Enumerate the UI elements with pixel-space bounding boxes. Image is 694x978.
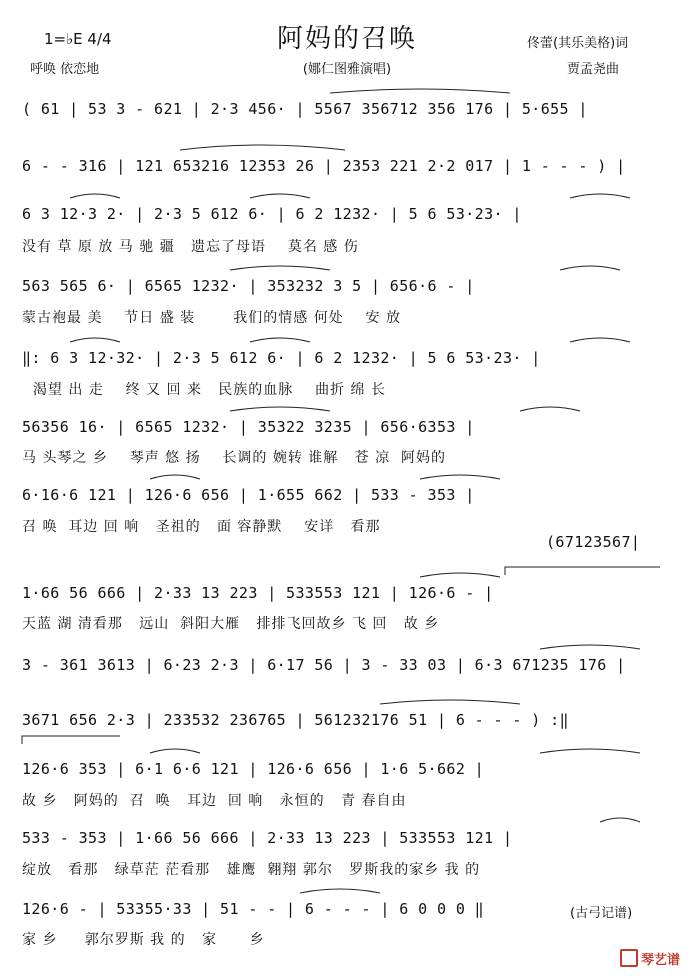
slur [420, 573, 500, 577]
score-line-13-notes: 126·6 - | 53355·33 | 51 - - | 6 - - - | 6 0 0 0 ‖ [22, 900, 485, 918]
score-line-13-lyrics: 家 乡 郭尔罗斯 我 的 家 乡 [22, 932, 265, 948]
slur [150, 749, 200, 753]
slur [570, 338, 630, 342]
score-line-6-lyrics: 马 头琴之 乡 琴声 悠 扬 长调的 婉转 谁解 苍 凉 阿妈的 [22, 450, 447, 466]
slur [250, 338, 310, 342]
slur [150, 475, 200, 479]
score-line-4-lyrics: 蒙古袍最 美 节日 盛 装 我们的情感 何处 安 放 [22, 310, 402, 326]
score-line-4-notes: 563 565 6· | 6565 1232· | 353232 3 5 | 656·6 - | [22, 277, 475, 295]
slur [570, 194, 630, 198]
score-line-1-notes: ( 61 | 53 3 - 621 | 2·3 456· | 5567 356712 356 176 | 5·655 | [22, 100, 588, 118]
score-line-6-notes: 56356 16· | 6565 1232· | 35322 3235 | 656·6353 | [22, 418, 475, 436]
score-line-11-lyrics: 故 乡 阿妈的 召 唤 耳边 回 响 永恒的 青 春自由 [22, 793, 407, 809]
score-line-11-notes: 126·6 353 | 6·1 6·6 121 | 126·6 656 | 1·6 5·662 | [22, 760, 485, 778]
slur [180, 145, 345, 150]
slur [600, 818, 640, 822]
slur [230, 266, 330, 270]
score-line-5-lyrics: 渴望 出 走 终 又 回 来 民族的血脉 曲折 绵 长 [22, 382, 387, 398]
ending-bracket-2 [22, 736, 120, 744]
score-line-7-notes: 6·16·6 121 | 126·6 656 | 1·655 662 | 533 - 353 | [22, 486, 475, 504]
slur [520, 407, 580, 411]
transcriber-credit: (古弓记谱) [570, 906, 633, 921]
slur [540, 645, 640, 649]
score-line-2-notes: 6 - - 316 | 121 653216 12353 26 | 2353 221 2·2 017 | 1 - - - ) | [22, 157, 626, 175]
score-line-12-notes: 533 - 353 | 1·66 56 666 | 2·33 13 223 | 533553 121 | [22, 829, 513, 847]
slur [420, 475, 500, 479]
singer-credit: (娜仁图雅演唱) [302, 62, 392, 77]
slur [330, 89, 510, 93]
song-title: 阿妈的召唤 [276, 24, 417, 54]
slur [560, 266, 620, 270]
slur [230, 407, 330, 411]
score-line-3-lyrics: 没有 草 原 放 马 驰 疆 遗忘了母语 莫名 感 伤 [22, 239, 359, 255]
score-interlude-notes: (67123567| [546, 533, 641, 551]
score-line-10-notes: 3671 656 2·3 | 233532 236765 | 561232176 51 | 6 - - - ) :‖ [22, 711, 569, 729]
slur [70, 338, 120, 342]
lyricist-credit: 佟蕾(其乐美格)词 [527, 36, 629, 51]
score-line-7-lyrics: 召 唤 耳边 回 响 圣祖的 面 容静默 安详 看那 [22, 519, 381, 535]
composer-credit: 贾孟尧曲 [567, 62, 620, 77]
slur [540, 749, 640, 753]
slur [300, 889, 380, 893]
score-line-12-lyrics: 绽放 看那 绿草茫 茫看那 雄鹰 翱翔 郭尔 罗斯我的家乡 我 的 [22, 862, 481, 878]
tempo-mood: 呼唤 依恋地 [30, 62, 100, 77]
logo-text: 琴艺谱 [640, 953, 680, 968]
slur [380, 700, 520, 704]
key-signature: 1=♭E 4/4 [44, 30, 112, 48]
score-line-9-notes: 3 - 361 3613 | 6·23 2·3 | 6·17 56 | 3 - 33 03 | 6·3 671235 176 | [22, 656, 626, 674]
score-line-3-notes: 6 3 12·3 2· | 2·3 5 612 6· | 6 2 1232· | 5 6 53·23· | [22, 205, 522, 223]
slur [70, 194, 120, 198]
score-line-5-notes: ‖: 6 3 12·32· | 2·3 5 612 6· | 6 2 1232· | 5 6 53·23· | [22, 349, 541, 367]
score-line-8-notes: 1·66 56 666 | 2·33 13 223 | 533553 121 | 126·6 - | [22, 584, 494, 602]
slur [250, 194, 310, 198]
ending-bracket-1 [505, 567, 660, 575]
score-line-8-lyrics: 天蓝 湖 清看那 远山 斜阳大雁 排排飞回故乡 飞 回 故 乡 [22, 616, 440, 632]
logo-mark-icon [620, 949, 638, 967]
site-logo [620, 949, 680, 968]
